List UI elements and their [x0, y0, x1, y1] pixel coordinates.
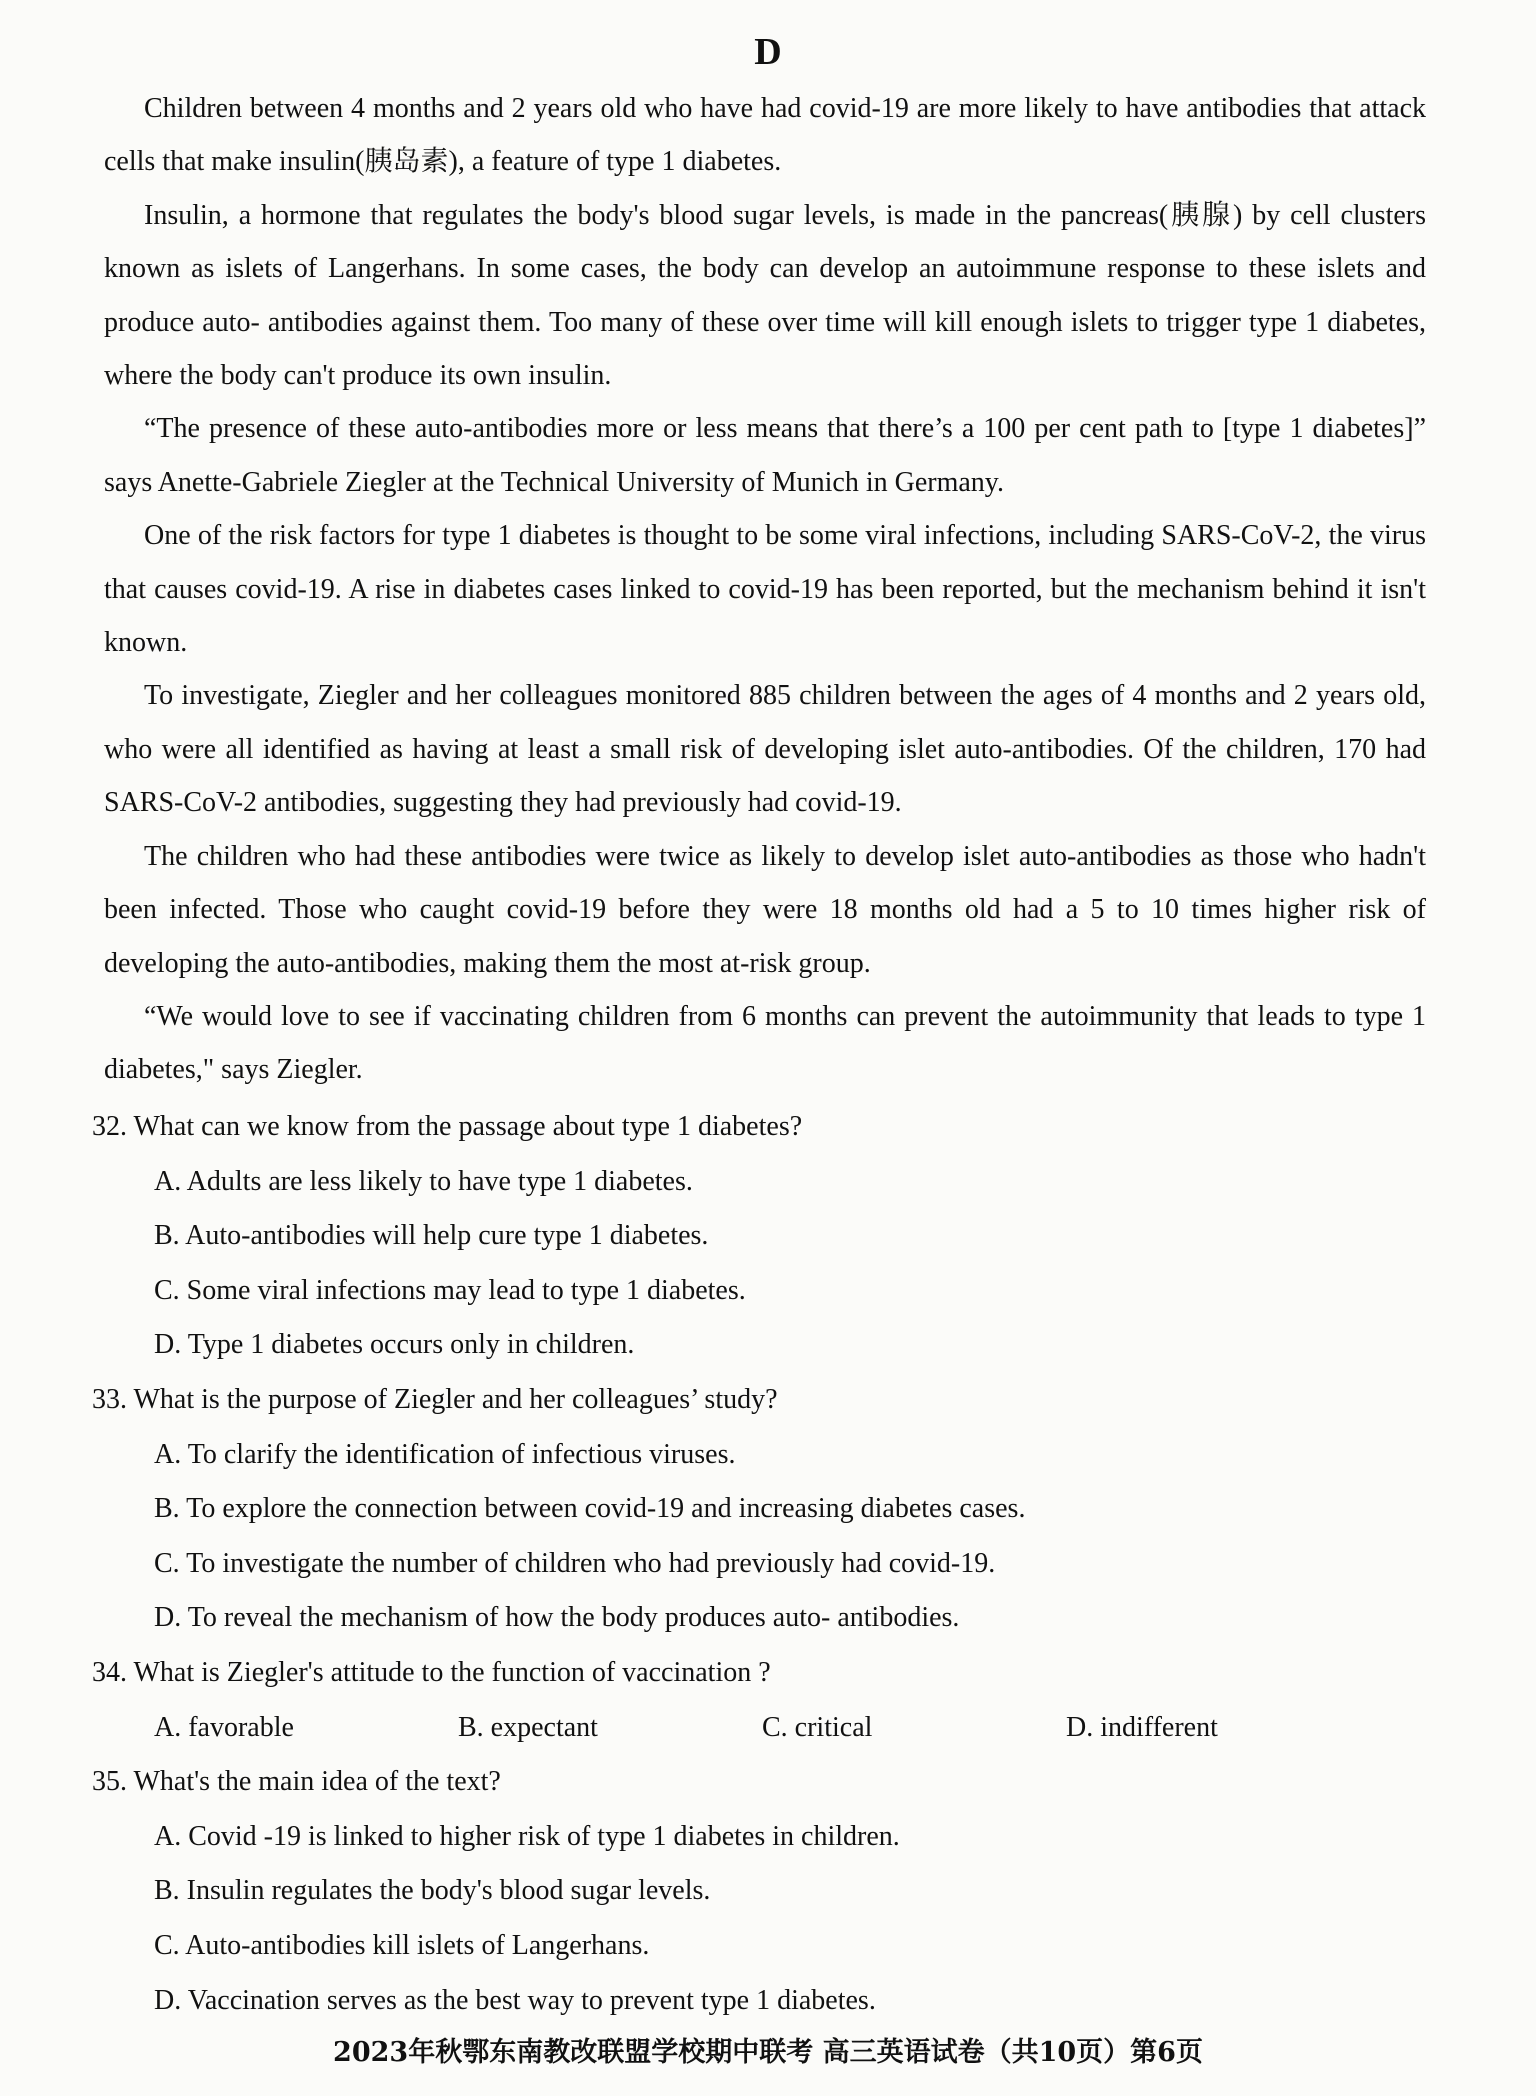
question-32-option-a: A. Adults are less likely to have type 1 diabetes.: [154, 1165, 693, 1197]
passage-paragraph: One of the risk factors for type 1 diabetes is thought to be some viral infections, including SARS-CoV-2, the virus that causes covid-19. A rise in diabetes cases linked to covid-19 has been reported, but the mechanism behind it isn't known.: [104, 520, 1426, 659]
question-35-option-d: D. Vaccination serves as the best way to prevent type 1 diabetes.: [154, 1984, 876, 2016]
question-33-option-a: A. To clarify the identification of infectious viruses.: [154, 1438, 736, 1470]
passage-paragraph: “The presence of these auto-antibodies more or less means that there’s a 100 per cent path to [type 1 diabetes]” says Anette-Gabriele Ziegler at the Technical University of Munich in Germany.: [104, 413, 1426, 498]
question-35-stem: 35. What's the main idea of the text?: [92, 1766, 501, 1798]
passage-paragraph: Children between 4 months and 2 years old who have had covid-19 are more likely to have antibodies that attack cells that make insulin(胰岛素), a feature of type 1 diabetes.: [104, 93, 1426, 178]
question-34-stem: 34. What is Ziegler's attitude to the function of vaccination ?: [92, 1656, 771, 1688]
question-34-option-d: D. indifferent: [1066, 1711, 1218, 1743]
question-33-option-d: D. To reveal the mechanism of how the body produces auto- antibodies.: [154, 1602, 960, 1634]
passage-paragraph: Insulin, a hormone that regulates the body's blood sugar levels, is made in the pancreas(胰腺) by cell clusters known as islets of Langerhans. In some cases, the body can develop an autoimmune response to these islets and produce auto- antibodies against them. Too many of these over time will kill enough islets to trigger type 1 diabetes, where the body can't produce its own insulin.: [104, 199, 1426, 392]
question-35-option-c: C. Auto-antibodies kill islets of Langerhans.: [154, 1929, 650, 1961]
question-34-options: [92, 1701, 1432, 1756]
question-32-stem: 32. What can we know from the passage about type 1 diabetes?: [92, 1111, 803, 1142]
question-33-option-c: C. To investigate the number of children who had previously had covid-19.: [154, 1547, 996, 1579]
question-33-option-b: B. To explore the connection between covid-19 and increasing diabetes cases.: [154, 1493, 1026, 1525]
passage-paragraph: The children who had these antibodies were twice as likely to develop islet auto-antibodies as those who hadn't been infected. Those who caught covid-19 before they were 18 months old had a 5 to 10 times higher risk of developing the auto-antibodies, making them the most at-risk group.: [104, 840, 1426, 979]
question-32-option-d: D. Type 1 diabetes occurs only in children.: [154, 1329, 635, 1361]
passage-paragraph: To investigate, Ziegler and her colleagues monitored 885 children between the ages of 4 months and 2 years old, who were all identified as having at least a small risk of developing islet auto-antibodies. Of the children, 170 had SARS-CoV-2 antibodies, suggesting they had previously had covid-19.: [104, 680, 1426, 819]
question-32-option-b: B. Auto-antibodies will help cure type 1 diabetes.: [154, 1220, 709, 1252]
question-list: [92, 1100, 1432, 2028]
section-heading: D: [754, 31, 782, 73]
question-33-stem: 33. What is the purpose of Ziegler and her colleagues’ study?: [92, 1383, 778, 1415]
passage-paragraph: “We would love to see if vaccinating children from 6 months can prevent the autoimmunity that leads to type 1 diabetes," says Ziegler.: [104, 1000, 1426, 1086]
reading-passage: [104, 82, 1426, 1097]
question-34-option-a: A. favorable: [154, 1711, 294, 1743]
question-34-option-c: C. critical: [762, 1711, 873, 1743]
question-35-option-b: B. Insulin regulates the body's blood sugar levels.: [154, 1875, 711, 1907]
question-32-option-c: C. Some viral infections may lead to type 1 diabetes.: [154, 1274, 746, 1306]
page-footer: 2023年秋鄂东南教改联盟学校期中联考 高三英语试卷（共10页）第6页: [333, 2037, 1203, 2068]
question-34-option-b: B. expectant: [458, 1711, 598, 1743]
question-35-option-a: A. Covid -19 is linked to higher risk of type 1 diabetes in children.: [154, 1820, 900, 1852]
